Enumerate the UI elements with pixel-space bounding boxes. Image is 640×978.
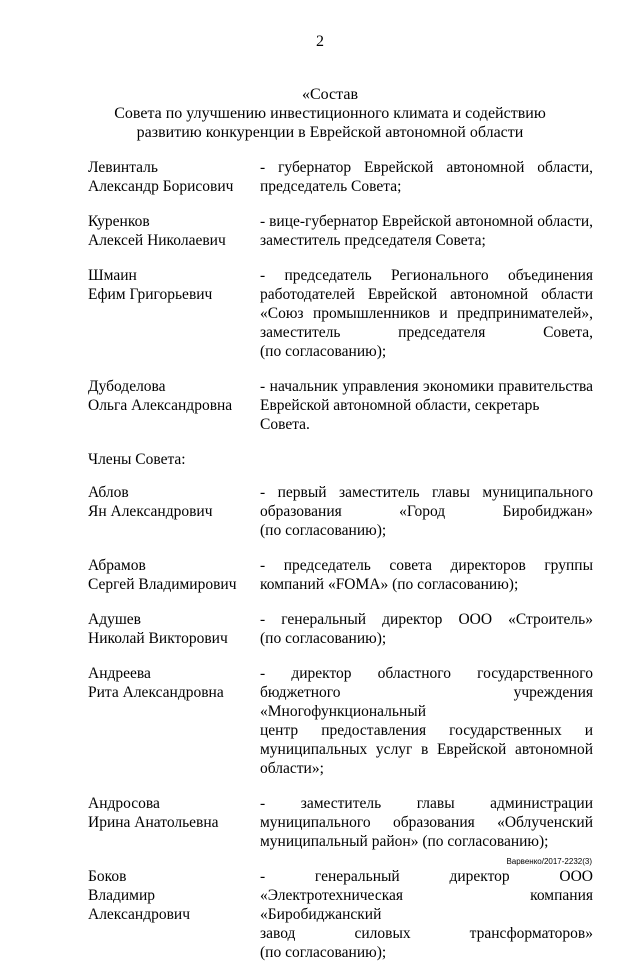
person-role xyxy=(260,794,593,851)
role-line: (по согласованию); xyxy=(260,630,387,647)
person-surname: Андреева xyxy=(88,665,151,682)
person-role xyxy=(260,483,593,540)
person-row xyxy=(88,212,593,250)
person-surname: Аблов xyxy=(88,484,129,501)
role-line: муниципальных услуг в Еврейской автономной xyxy=(260,741,593,758)
role-line: бюджетного учреждения «Многофункциональный xyxy=(260,684,593,720)
person-row xyxy=(88,266,593,361)
heading-line-2: Совета по улучшению инвестиционного климата и содействию xyxy=(114,105,546,122)
person-role xyxy=(260,610,593,648)
role-line: - губернатор Еврейской автономной области, xyxy=(260,159,593,176)
person-surname: Дубоделова xyxy=(88,378,166,395)
document-heading xyxy=(70,85,590,142)
page-number: 2 xyxy=(316,33,324,50)
role-line: завод силовых трансформаторов» xyxy=(260,925,593,942)
role-line: образования «Город Биробиджан» xyxy=(260,503,593,520)
person-surname: Левинталь xyxy=(88,159,158,176)
heading-line-3: развитию конкуренции в Еврейской автономной области xyxy=(136,124,524,141)
role-line: муниципальный район» (по согласованию); xyxy=(260,833,549,850)
person-given-name: Николай Викторович xyxy=(88,630,228,647)
person-surname: Куренков xyxy=(88,213,150,230)
role-line: «Электротехническая компания «Биробиджанский xyxy=(260,887,593,923)
person-name xyxy=(88,483,260,540)
person-row xyxy=(88,664,593,778)
person-name xyxy=(88,377,260,434)
person-given-name: Владимир xyxy=(88,887,155,904)
role-line: - генеральный директор ООО xyxy=(260,868,593,885)
person-name xyxy=(88,794,260,851)
person-row xyxy=(88,556,593,594)
role-line: - первый заместитель главы муниципального xyxy=(260,484,593,501)
person-surname: Шмаин xyxy=(88,267,137,284)
role-line: - директор областного государственного xyxy=(260,665,593,682)
person-surname: Адушев xyxy=(88,611,141,628)
person-given-name: Ирина Анатольевна xyxy=(88,814,219,831)
person-role xyxy=(260,212,593,250)
role-line: (по согласованию); xyxy=(260,343,387,360)
members-label: Члены Совета: xyxy=(88,451,186,468)
person-role xyxy=(260,556,593,594)
role-line: - председатель совета директоров группы xyxy=(260,557,593,574)
person-given-name: Александр Борисович xyxy=(88,178,234,195)
role-line: - вице-губернатор Еврейской автономной области, xyxy=(260,213,593,230)
person-row xyxy=(88,483,593,540)
person-given-name: Рита Александровна xyxy=(88,684,224,701)
heading-line-1: «Состав xyxy=(301,86,358,103)
person-name xyxy=(88,867,260,962)
person-surname: Андросова xyxy=(88,795,160,812)
person-given-name: Ефим Григорьевич xyxy=(88,286,213,303)
person-row xyxy=(88,377,593,434)
person-row xyxy=(88,867,593,962)
person-given-name: Ольга Александровна xyxy=(88,397,233,414)
role-line: - генеральный директор ООО «Строитель» xyxy=(260,611,593,628)
person-role xyxy=(260,664,593,778)
role-line: «Союз промышленников и предпринимателей», xyxy=(260,305,593,322)
person-given-name: Ян Александрович xyxy=(88,503,213,520)
role-line: заместитель председателя Совета; xyxy=(260,232,486,249)
person-role xyxy=(260,266,593,361)
person-row xyxy=(88,794,593,851)
role-line: заместитель председателя Совета, xyxy=(260,324,593,341)
role-line: - заместитель главы администрации xyxy=(260,795,593,812)
person-role xyxy=(260,867,593,962)
role-line: - председатель Регионального объединения xyxy=(260,267,593,284)
person-name xyxy=(88,266,260,361)
role-line: компаний «FOMA» (по согласованию); xyxy=(260,576,519,593)
person-given-name: Александрович xyxy=(88,906,190,923)
person-role xyxy=(260,377,593,434)
role-line: (по согласованию); xyxy=(260,944,387,961)
person-name xyxy=(88,664,260,778)
person-name xyxy=(88,610,260,648)
person-row xyxy=(88,610,593,648)
person-role xyxy=(260,158,593,196)
leaders-list xyxy=(88,158,593,434)
document-footer-code: Варвенко/2017-2232(3) xyxy=(506,857,592,866)
person-name xyxy=(88,556,260,594)
person-surname: Боков xyxy=(88,868,127,885)
members-list xyxy=(88,483,593,962)
person-name xyxy=(88,212,260,250)
role-line: председатель Совета; xyxy=(260,178,402,195)
role-line: центр предоставления государственных и xyxy=(260,722,593,739)
person-row xyxy=(88,158,593,196)
person-given-name: Алексей Николаевич xyxy=(88,232,226,249)
role-line: работодателей Еврейской автономной области xyxy=(260,286,593,303)
person-given-name: Сергей Владимирович xyxy=(88,576,237,593)
role-line: - начальник управления экономики правительства xyxy=(260,378,593,395)
role-line: области»; xyxy=(260,760,324,777)
person-surname: Абрамов xyxy=(88,557,146,574)
role-line: муниципального образования «Облученский xyxy=(260,814,593,831)
role-line: (по согласованию); xyxy=(260,522,387,539)
person-name xyxy=(88,158,260,196)
role-line: Еврейской автономной области, секретарь Совета. xyxy=(260,397,540,433)
